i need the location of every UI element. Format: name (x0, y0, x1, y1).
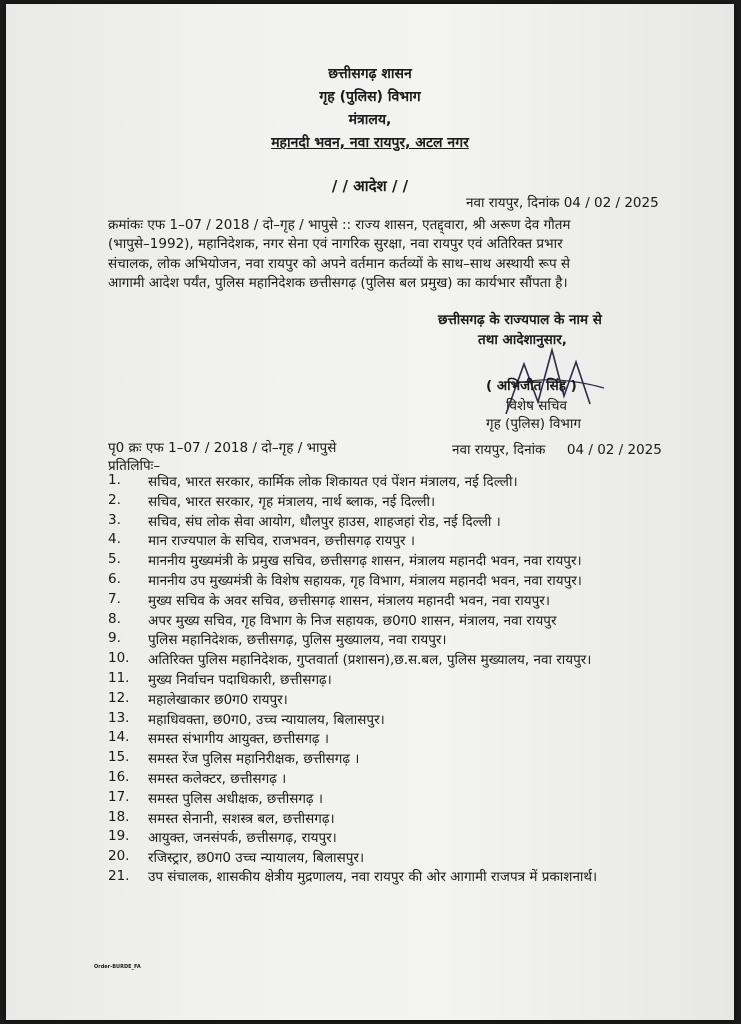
list-number: 14. (108, 729, 130, 746)
list-number: 2. (108, 491, 121, 508)
signatory-name: ( अभिजीत सिंह ) (486, 378, 577, 394)
list-item (108, 591, 678, 611)
list-number: 4. (108, 531, 121, 548)
list-item (108, 492, 678, 512)
list-item (108, 868, 678, 887)
list-item (108, 531, 678, 551)
list-item (108, 551, 678, 571)
list-text: रजिस्ट्रार, छ0ग0 उच्च न्यायालय, बिलासपुर। (148, 850, 365, 867)
authority-line-1: छत्तीसगढ़ के राज्यपाल के नाम से (438, 312, 602, 328)
list-text: समस्त संभागीय आयुक्त, छत्तीसगढ़ । (148, 731, 329, 748)
list-text: अतिरिक्त पुलिस महानिदेशक, गुप्तवार्ता (प्रशासन),छ.स.बल, पुलिस मुख्यालय, नवा रायपुर। (148, 652, 592, 669)
list-text: अपर मुख्य सचिव, गृह विभाग के निज सहायक, छ0ग0 शासन, मंत्रालय, नवा रायपुर (148, 612, 557, 629)
footer-code: Order-BURDE_FA (94, 964, 141, 970)
header-address (6, 133, 734, 152)
list-number: 1. (108, 472, 121, 488)
list-item (108, 809, 678, 829)
list-text: सचिव, भारत सरकार, कार्मिक लोक शिकायत एवं पेंशन मंत्रालय, नई दिल्ली। (148, 474, 518, 490)
list-text: माननीय मुख्यमंत्री के प्रमुख सचिव, छत्तीसगढ़ शासन, मंत्रालय महानदी भवन, नवा रायपुर। (148, 553, 582, 570)
list-item (108, 571, 678, 591)
signatory-designation: विशेष सचिव (506, 398, 567, 414)
list-number: 6. (108, 570, 121, 587)
list-text: सचिव, संघ लोक सेवा आयोग, धौलपुर हाउस, शाहजहां रोड, नई दिल्ली । (148, 513, 501, 530)
list-item (108, 769, 678, 789)
list-text: उप संचालक, शासकीय क्षेत्रीय मुद्रणालय, नवा रायपुर की ओर आगामी राजपत्र में प्रकाशनार्थ। (148, 868, 598, 885)
order-title: / / आदेश / / (331, 177, 409, 195)
list-number: 21. (108, 867, 130, 884)
list-item (108, 472, 678, 492)
list-number: 13. (108, 709, 130, 726)
list-number: 17. (108, 788, 130, 805)
list-number: 9. (108, 630, 121, 647)
document-page (6, 4, 734, 1020)
list-item (108, 848, 678, 868)
list-text: मुख्य निर्वाचन पदाधिकारी, छत्तीसगढ़। (148, 671, 332, 688)
order-line: संचालक, लोक अभियोजन, नवा रायपुर को अपने वर्तमान कर्तव्यों के साथ–साथ अस्थायी रूप से (108, 255, 571, 272)
list-item (108, 611, 678, 631)
list-item (108, 690, 678, 710)
list-text: समस्त पुलिस अधीक्षक, छत्तीसगढ़ । (148, 790, 323, 807)
list-number: 3. (108, 511, 121, 528)
list-text: महालेखाकार छ0ग0 रायपुर। (148, 691, 288, 708)
list-number: 7. (108, 590, 121, 607)
list-text: समस्त कलेक्टर, छत्तीसगढ़ । (148, 770, 287, 787)
copy-label: प्रतिलिपिः– (108, 458, 161, 474)
list-number: 12. (108, 689, 130, 706)
list-item (108, 630, 678, 650)
list-number: 15. (108, 749, 130, 766)
list-item (108, 789, 678, 809)
list-item (108, 828, 678, 848)
list-text: समस्त सेनानी, सशस्त्र बल, छत्तीसगढ़। (148, 810, 335, 827)
list-number: 11. (108, 669, 130, 686)
list-text: माननीय उप मुख्यमंत्री के विशेष सहायक, गृह विभाग, मंत्रालय महानदी भवन, नवा रायपुर। (148, 572, 582, 589)
order-line: क्रमांकः एफ 1–07 / 2018 / दो–गृह / भापुसे :: राज्य शासन, एतद्द्वारा, श्री अरूण देव गौतम (108, 217, 571, 233)
order-body (108, 216, 674, 293)
order-date: नवा रायपुर, दिनांक 04 / 02 / 2025 (466, 195, 659, 211)
header-ministry: मंत्रालय, (348, 112, 392, 128)
list-number: 16. (108, 768, 130, 785)
list-number: 8. (108, 610, 121, 627)
list-item (108, 729, 678, 749)
list-text: मुख्य सचिव के अवर सचिव, छत्तीसगढ़ शासन, मंत्रालय महानदी भवन, नवा रायपुर। (148, 592, 550, 609)
endorsement-date: नवा रायपुर, दिनांक 04 / 02 / 2025 (452, 442, 662, 458)
endorsement-ref: पृ0 क्रः एफ 1–07 / 2018 / दो–गृह / भापुसे (108, 440, 337, 456)
list-item (108, 650, 678, 670)
header-govt: छत्तीसगढ़ शासन (328, 66, 412, 82)
list-number: 18. (108, 808, 130, 825)
order-line: (भापुसे–1992), महानिदेशक, नगर सेना एवं नागरिक सुरक्षा, नवा रायपुर एवं अतिरिक्त प्रभार (108, 236, 563, 253)
list-number: 10. (108, 650, 130, 667)
list-text: सचिव, भारत सरकार, गृह मंत्रालय, नार्थ ब्लाक, नई दिल्ली। (148, 493, 436, 510)
list-number: 20. (108, 848, 130, 865)
copy-list (108, 472, 678, 887)
list-text: मान राज्यपाल के सचिव, राजभवन, छत्तीसगढ़ रायपुर । (148, 533, 415, 550)
header-department: गृह (पुलिस) विभाग (319, 89, 421, 105)
order-line: आगामी आदेश पर्यंत, पुलिस महानिदेशक छत्तीसगढ़ (पुलिस बल प्रमुख) का कार्यभार सौंपता है। (108, 274, 568, 291)
list-item (108, 749, 678, 769)
header-address-text: महानदी भवन, नवा रायपुर, अटल नगर (271, 135, 469, 151)
authority-line-2: तथा आदेशानुसार, (478, 332, 567, 348)
list-item (108, 710, 678, 730)
list-number: 5. (108, 551, 121, 568)
list-text: पुलिस महानिदेशक, छत्तीसगढ़, पुलिस मुख्यालय, नवा रायपुर। (148, 632, 447, 649)
list-text: समस्त रेंज पुलिस महानिरीक्षक, छत्तीसगढ़ । (148, 751, 360, 768)
list-item (108, 670, 678, 690)
signatory-department: गृह (पुलिस) विभाग (486, 416, 581, 432)
list-text: आयुक्त, जनसंपर्क, छत्तीसगढ़, रायपुर। (148, 830, 337, 847)
list-item (108, 512, 678, 532)
list-text: महाधिवक्ता, छ0ग0, उच्च न्यायालय, बिलासपुर। (148, 711, 385, 728)
list-number: 19. (108, 828, 130, 845)
